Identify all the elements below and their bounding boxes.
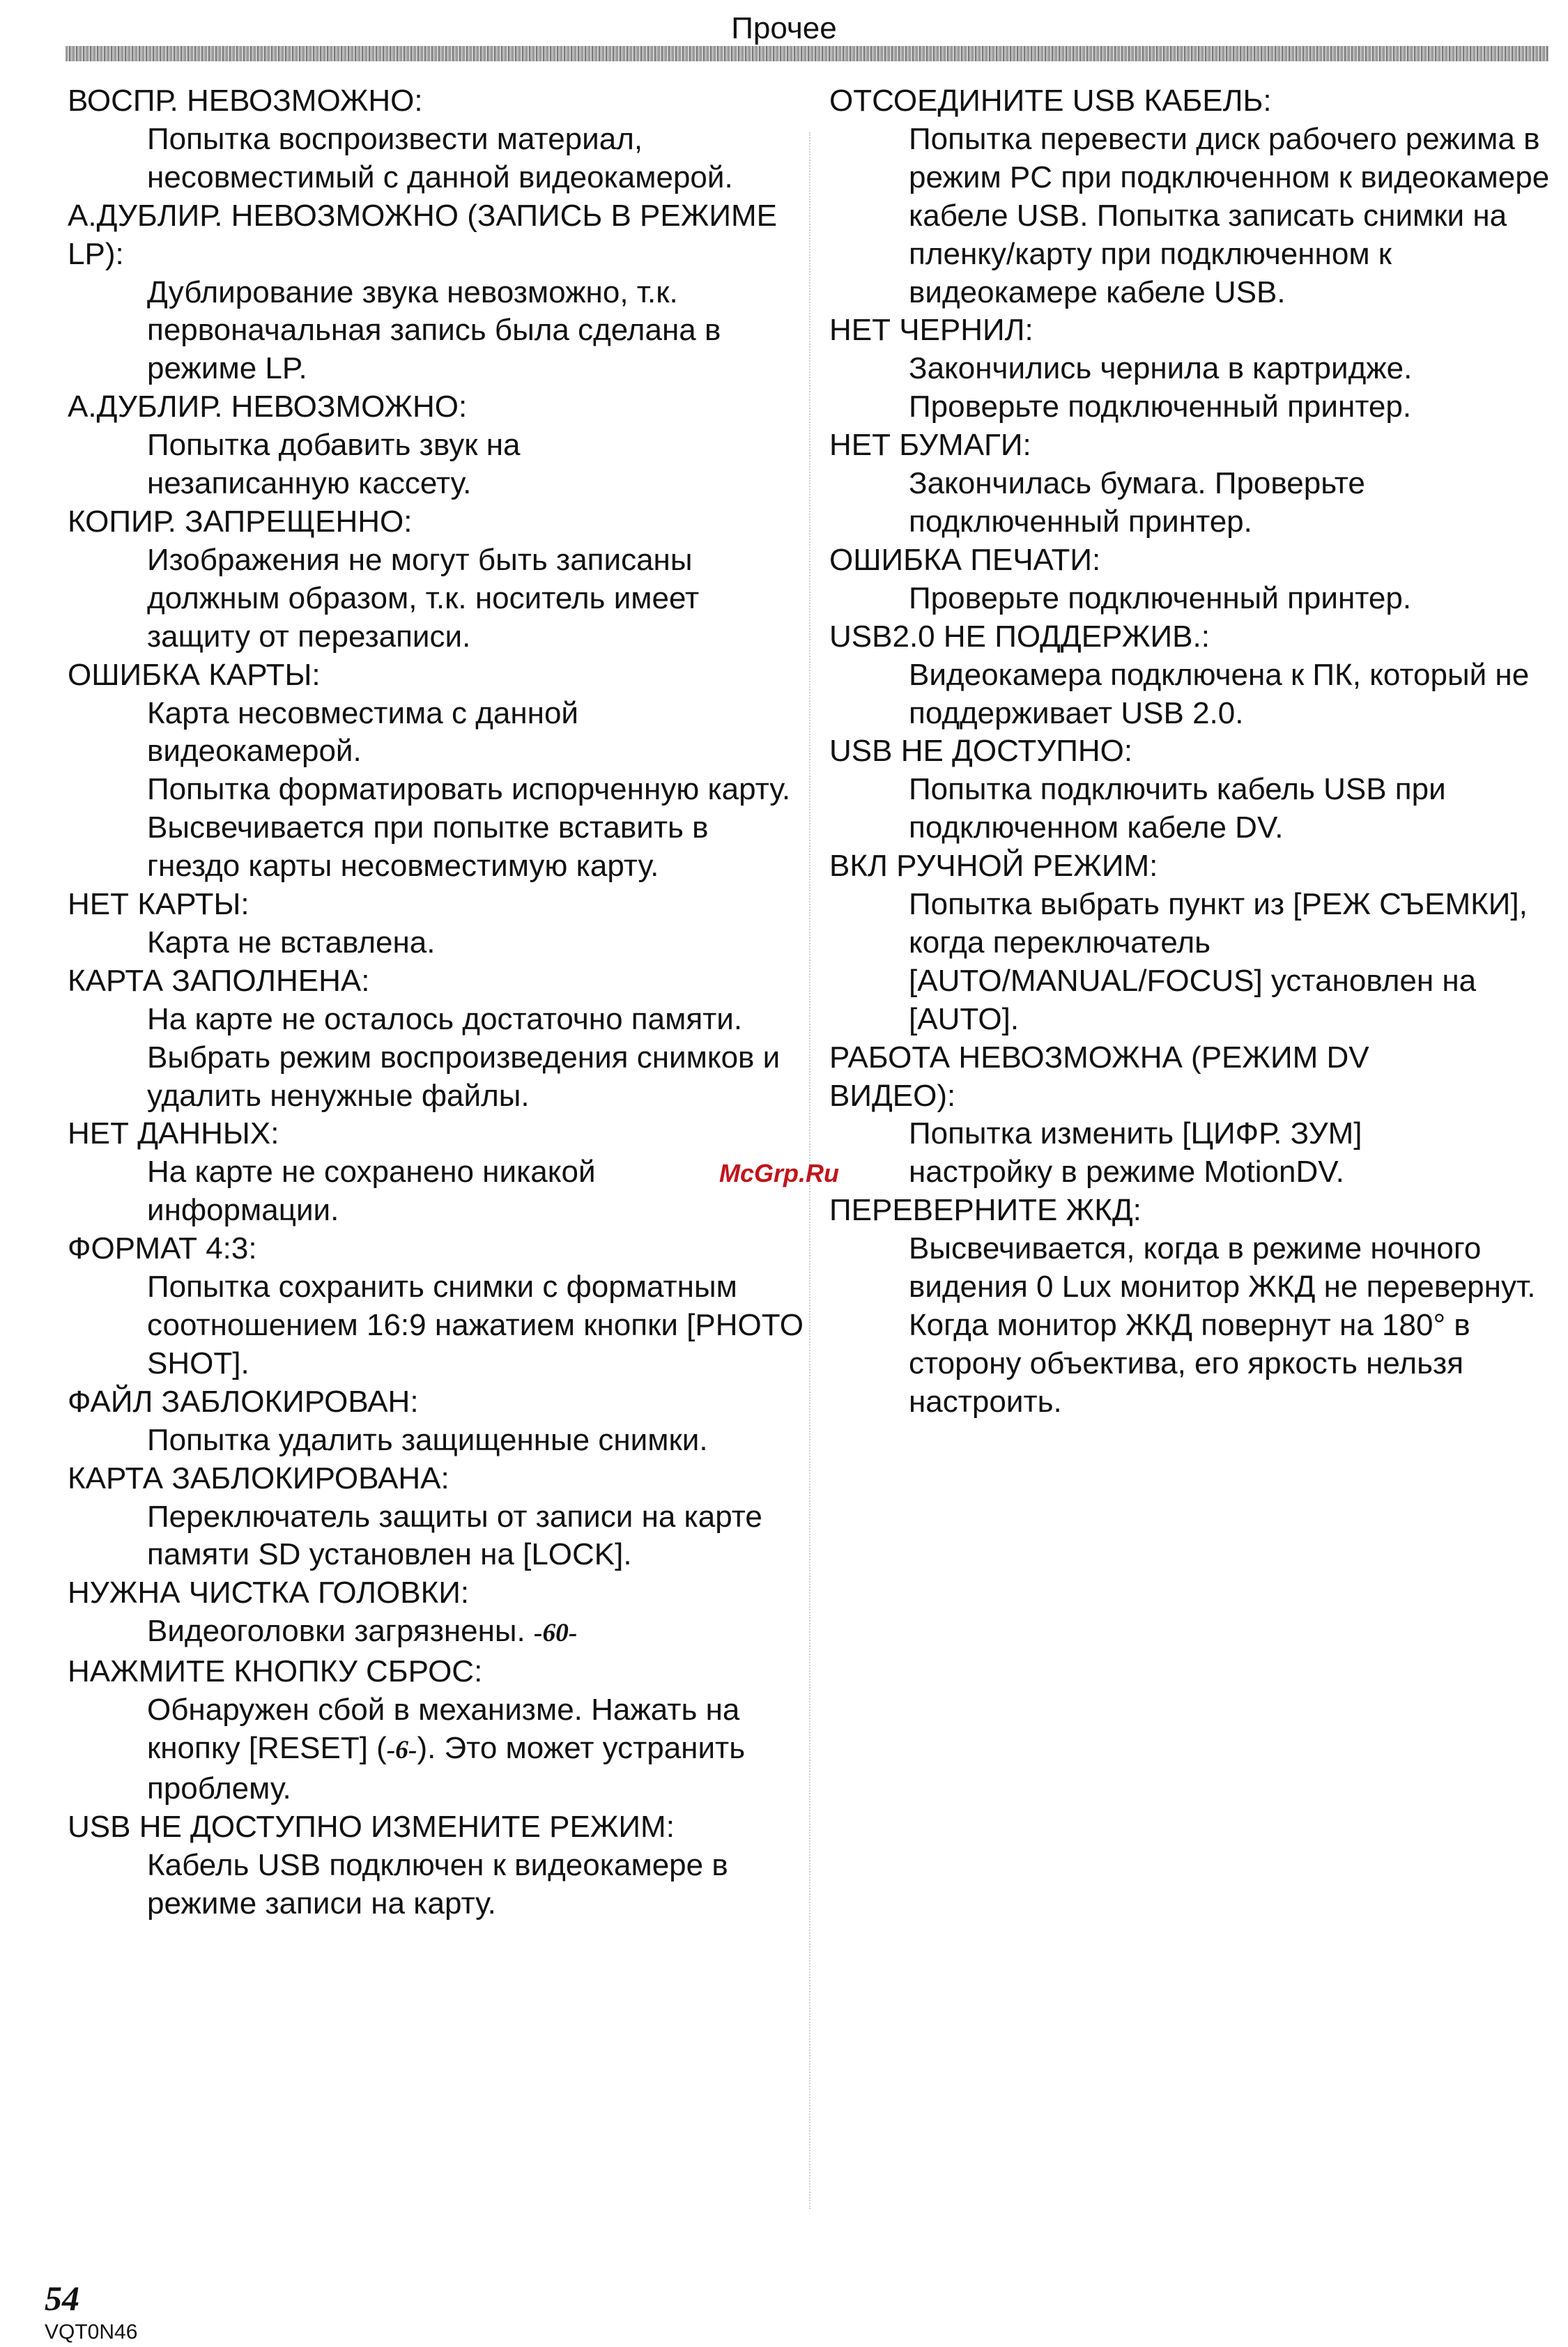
message-description-text: ). Это может устранить проблему. xyxy=(147,1730,746,1806)
message-term: ВОСПР. НЕВОЗМОЖНО: xyxy=(68,84,423,118)
message-term: ОШИБКА ПЕЧАТИ: xyxy=(829,542,1101,577)
message-entry xyxy=(68,962,806,1116)
message-description: Попытка форматировать испорченную карту. xyxy=(147,772,791,807)
message-term: ПЕРЕВЕРНИТЕ ЖКД: xyxy=(829,1193,1142,1228)
message-entry xyxy=(829,732,1554,847)
message-description: Попытка сохранить снимки с форматным соотношением 16:9 нажатием кнопки [PHOTO SHOT]. xyxy=(147,1270,804,1380)
message-description: Кабель USB подключен к видеокамере в режиме записи на карту. xyxy=(147,1847,728,1921)
message-entry xyxy=(829,426,1554,541)
message-term: ВКЛ РУЧНОЙ РЕЖИМ: xyxy=(829,849,1158,884)
message-entry xyxy=(829,541,1554,618)
message-term: А.ДУБЛИР. НЕВОЗМОЖНО (ЗАПИСЬ В РЕЖИМЕ LP): xyxy=(68,198,777,271)
message-description: Карта не вставлена. xyxy=(147,925,436,960)
message-entry xyxy=(68,388,806,503)
message-term: КАРТА ЗАБЛОКИРОВАНА: xyxy=(68,1461,449,1495)
message-term: ФОРМАТ 4:3: xyxy=(68,1231,257,1266)
message-description: Закончились чернила в картридже. Проверьте подключенный принтер. xyxy=(909,351,1413,424)
message-term: РАБОТА НЕВОЗМОЖНА (РЕЖИМ DV ВИДЕО): xyxy=(829,1040,1369,1113)
message-description: На карте не осталось достаточно памяти. xyxy=(147,1001,743,1036)
message-entry xyxy=(68,1574,806,1653)
message-term: НУЖНА ЧИСТКА ГОЛОВКИ: xyxy=(68,1576,470,1610)
message-entry xyxy=(68,1230,806,1383)
message-term: А.ДУБЛИР. НЕВОЗМОЖНО: xyxy=(68,390,468,424)
message-description: Попытка воспроизвести материал, несовместимый с данной видеокамерой. xyxy=(147,121,733,194)
message-term: НЕТ КАРТЫ: xyxy=(68,887,249,922)
message-entry xyxy=(829,1039,1554,1192)
message-term: USB2.0 НЕ ПОДДЕРЖИВ.: xyxy=(829,619,1210,654)
message-description: На карте не сохранено никакой информации. xyxy=(147,1155,596,1228)
message-description-text: Обнаружен сбой в механизме. Нажать на кнопку [RESET] ( xyxy=(147,1693,740,1765)
message-description: Видеокамера подключена к ПК, который не поддерживает USB 2.0. xyxy=(909,657,1530,730)
message-description: Дублирование звука невозможно, т.к. первоначальная запись была сделана в режиме LP. xyxy=(147,275,721,386)
watermark-text: McGrp.Ru xyxy=(719,1159,840,1187)
document-code: VQT0N46 xyxy=(45,2321,138,2344)
message-entry xyxy=(829,311,1554,426)
message-term: USB НЕ ДОСТУПНО: xyxy=(829,734,1133,769)
message-description: Попытка перевести диск рабочего режима в режим PC при подключенном к видеокамере кабеле USB. Попытка записать снимки на пленку/карту при подключенном к видеокамере кабеле USB. xyxy=(909,121,1550,309)
page-reference: -6- xyxy=(386,1735,417,1764)
message-entry xyxy=(68,1653,806,1808)
page-header-title: Прочее xyxy=(731,11,837,45)
message-description: Закончилась бумага. Проверьте подключенный принтер. xyxy=(909,466,1365,539)
message-description xyxy=(68,1691,806,1808)
header-rule xyxy=(66,46,1548,61)
message-description: Изображения не могут быть записаны должным образом, т.к. носитель имеет защиту от перезаписи. xyxy=(147,542,700,654)
message-entry xyxy=(68,1460,806,1575)
message-description: Высвечивается при попытке вставить в гнездо карты несовместимую карту. xyxy=(147,810,709,884)
message-term: ОТСОЕДИНИТЕ USB КАБЕЛЬ: xyxy=(829,84,1272,118)
message-entry xyxy=(68,1383,806,1460)
message-description: Выбрать режим воспроизведения снимков и удалить ненужные файлы. xyxy=(147,1040,781,1113)
message-entry xyxy=(68,656,806,886)
message-description-text: Видеоголовки загрязнены. xyxy=(147,1614,525,1649)
message-term: КАРТА ЗАПОЛНЕНА: xyxy=(68,963,370,998)
message-description: Попытка выбрать пункт из [РЕЖ СЪЕМКИ], когда переключатель [AUTO/MANUAL/FOCUS] установлен на [AUTO]. xyxy=(909,887,1528,1036)
message-entry xyxy=(68,886,806,962)
message-description xyxy=(68,1613,806,1653)
message-description: Когда монитор ЖКД повернут на 180° в сторону объектива, его яркость нельзя настроить. xyxy=(909,1308,1470,1419)
message-entry xyxy=(68,82,806,197)
page-number: 54 xyxy=(45,2279,79,2318)
message-entry xyxy=(68,197,806,389)
message-entry xyxy=(829,847,1554,1039)
message-entry xyxy=(68,503,806,656)
right-column xyxy=(829,82,1554,1422)
message-term: ОШИБКА КАРТЫ: xyxy=(68,657,321,692)
message-entry xyxy=(68,1808,806,1923)
message-entry xyxy=(829,618,1554,733)
message-description: Переключатель защиты от записи на карте памяти SD установлен на [LOCK]. xyxy=(147,1499,762,1572)
message-entry xyxy=(829,82,1554,311)
message-entry xyxy=(68,1115,806,1230)
message-description: Попытка добавить звук на незаписанную кассету. xyxy=(147,428,521,501)
message-description: Попытка изменить [ЦИФР. ЗУМ] настройку в режиме MotionDV. xyxy=(909,1116,1362,1190)
message-description: Проверьте подключенный принтер. xyxy=(909,580,1412,615)
left-column xyxy=(68,82,806,1923)
message-term: ФАЙЛ ЗАБЛОКИРОВАН: xyxy=(68,1384,419,1419)
message-entry xyxy=(829,1192,1554,1421)
message-description: Высвечивается, когда в режиме ночного видения 0 Lux монитор ЖКД не перевернут. xyxy=(909,1231,1536,1305)
page-reference: -60- xyxy=(534,1619,578,1648)
message-term: НАЖМИТЕ КНОПКУ СБРОС: xyxy=(68,1654,483,1689)
message-term: USB НЕ ДОСТУПНО ИЗМЕНИТЕ РЕЖИМ: xyxy=(68,1809,675,1844)
message-term: НЕТ БУМАГИ: xyxy=(829,428,1031,463)
message-description: Попытка подключить кабель USB при подключенном кабеле DV. xyxy=(909,772,1446,845)
message-term: КОПИР. ЗАПРЕЩЕННО: xyxy=(68,504,413,539)
message-description: Карта несовместима с данной видеокамерой. xyxy=(147,695,578,769)
message-term: НЕТ ЧЕРНИЛ: xyxy=(829,313,1033,348)
message-description: Попытка удалить защищенные снимки. xyxy=(147,1422,708,1457)
message-term: НЕТ ДАННЫХ: xyxy=(68,1116,279,1151)
